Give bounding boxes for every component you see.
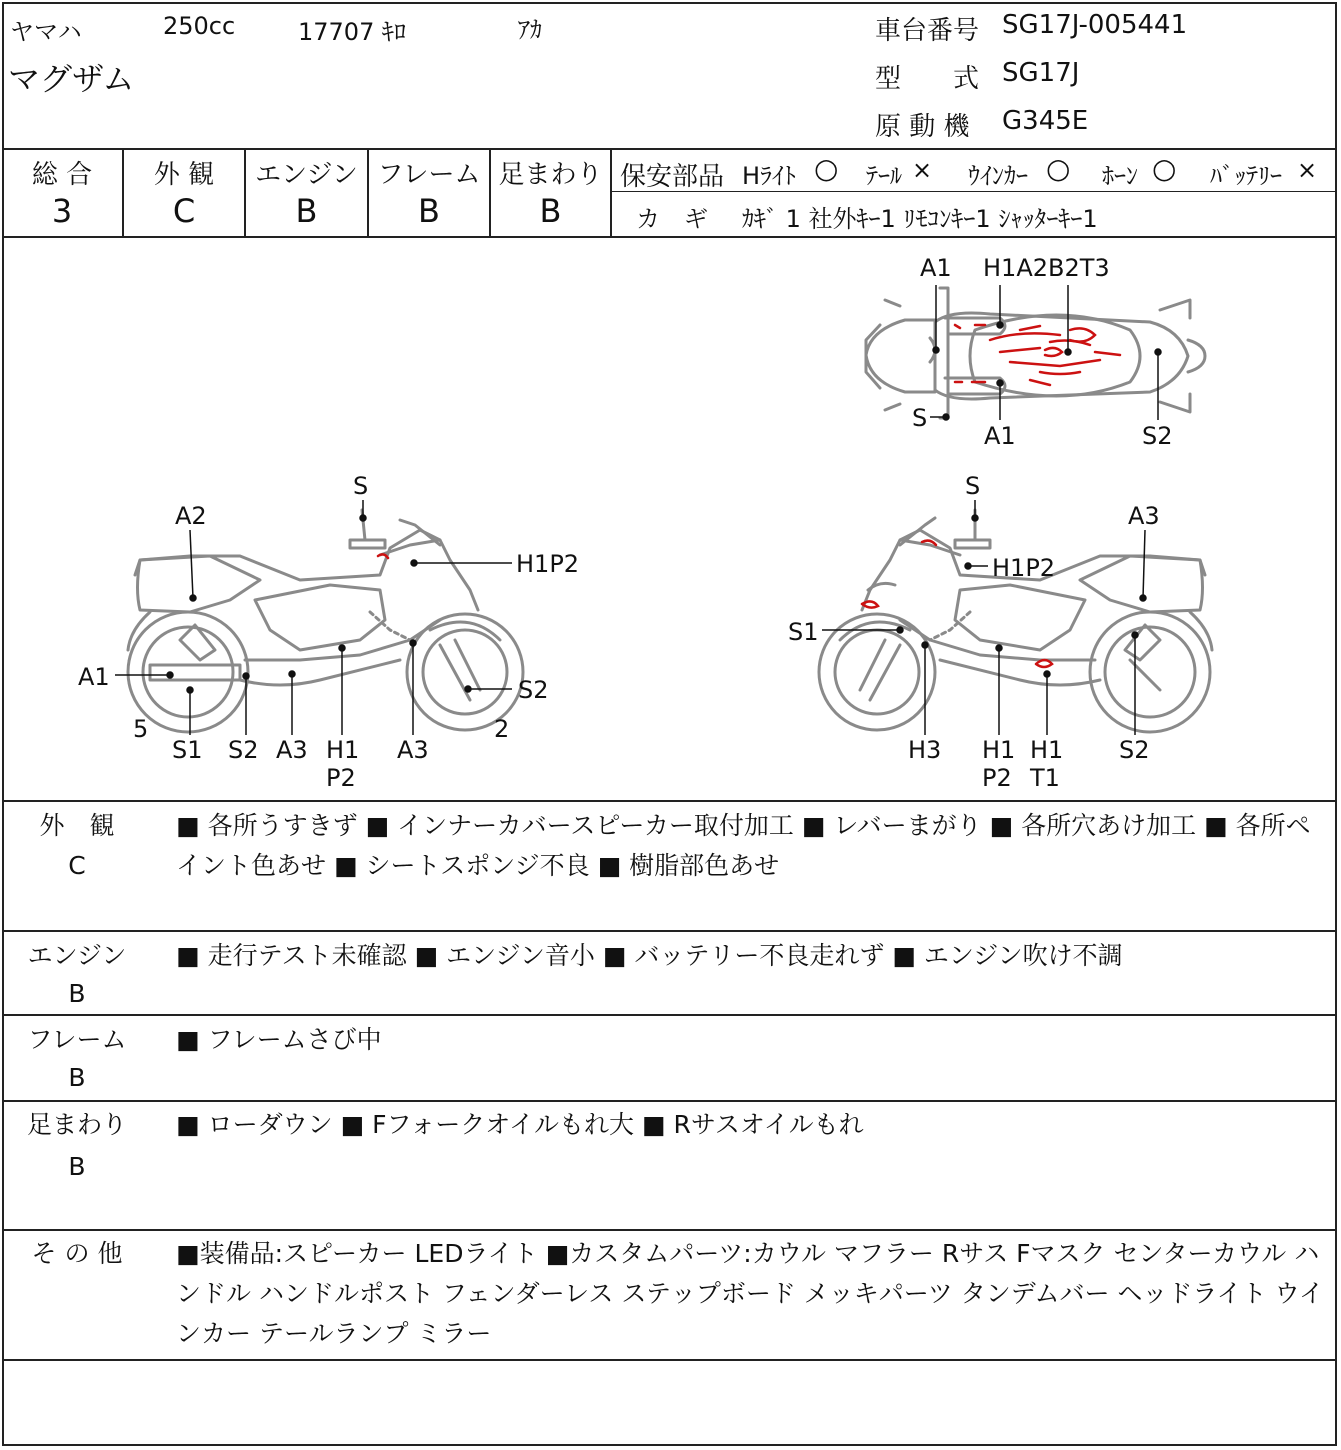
safety-item-winker: ｳｲﾝｶｰ — [968, 162, 1028, 190]
section-exterior-grade: C — [68, 851, 86, 880]
safety-label: 保安部品 — [620, 162, 725, 192]
safety-status-headlight: ○ — [814, 152, 839, 185]
engine-label: 原 動 機 — [875, 112, 970, 142]
grade-total-label: 総 合 — [31, 160, 93, 190]
safety-item-tail: ﾃｰﾙ — [866, 162, 902, 190]
type-value: SG17J — [1002, 58, 1080, 88]
label-left-a2: A2 — [175, 502, 207, 530]
label-left-5: 5 — [133, 715, 149, 743]
divider — [2, 1100, 1337, 1102]
label-right-s2: S2 — [1119, 736, 1150, 764]
damage-diagram — [0, 238, 1341, 800]
key-label: カ ギ — [636, 205, 708, 233]
divider — [610, 148, 612, 236]
divider — [2, 930, 1337, 932]
divider — [2, 1229, 1337, 1231]
label-left-s1: S1 — [172, 736, 203, 764]
label-right-t1: T1 — [1030, 764, 1060, 792]
label-right-s: S — [965, 472, 981, 500]
divider — [2, 800, 1337, 802]
grade-engine-label: エンジン — [255, 160, 358, 190]
left-side-scooter — [128, 510, 523, 732]
color: ｱｶ — [518, 16, 542, 44]
label-left-a3b: A3 — [397, 736, 429, 764]
safety-status-battery: × — [1297, 156, 1318, 184]
section-engine-grade: B — [68, 979, 86, 1008]
label-left-s2: S2 — [228, 736, 259, 764]
divider — [2, 148, 1337, 150]
grade-frame-value: B — [418, 192, 440, 230]
section-exterior-text: ■ 各所うすきず ■ インナーカバースピーカー取付加工 ■ レバーまがり ■ 各所穴あけ加工 ■ 各所ペイント色あせ ■ シートスポンジ不良 ■ 樹脂部色あせ — [176, 811, 1311, 880]
safety-status-tail: × — [912, 156, 933, 184]
grade-total-value: 3 — [51, 192, 73, 230]
grade-exterior-value: C — [172, 192, 196, 230]
label-top-s2: S2 — [1142, 422, 1173, 450]
safety-item-battery: ﾊﾞｯﾃﾘｰ — [1210, 162, 1282, 190]
section-engine-text: ■ 走行テスト未確認 ■ エンジン音小 ■ バッテリー不良走れず ■ エンジン吹け不調 — [176, 941, 1123, 970]
label-left-h1: H1 — [326, 736, 360, 764]
label-left-p2: P2 — [326, 764, 356, 792]
grade-frame-label: フレーム — [377, 160, 481, 190]
mileage: 17707 ｷﾛ — [298, 18, 406, 46]
label-right-s1: S1 — [788, 618, 819, 646]
damage-marks — [378, 325, 1120, 667]
frame-no-label: 車台番号 — [875, 16, 980, 46]
section-exterior-label: 外 観 — [39, 811, 115, 840]
section-frame-label: フレーム — [27, 1025, 127, 1054]
section-other-label: そ の 他 — [31, 1239, 123, 1268]
maker: ヤマハ — [10, 18, 82, 46]
key-list: ｶｷﾞ 1 社外ｷｰ1 ﾘﾓｺﾝｷｰ1 ｼｬｯﾀｰｷｰ1 — [742, 205, 1098, 233]
divider — [2, 1359, 1337, 1361]
section-suspension-label: 足まわり — [26, 1110, 127, 1139]
label-left-s2-right: S2 — [518, 676, 549, 704]
label-right-h1: H1 — [982, 736, 1016, 764]
label-top-a1-bottom: A1 — [984, 422, 1016, 450]
section-suspension-grade: B — [68, 1152, 86, 1181]
model-name: マグザム — [8, 60, 135, 98]
top-view-scooter — [866, 288, 1205, 418]
grade-exterior-label: 外 観 — [153, 160, 215, 190]
safety-item-headlight: Hﾗｲﾄ — [742, 162, 797, 190]
label-right-a3: A3 — [1128, 502, 1160, 530]
label-top-s: S — [912, 404, 928, 432]
label-top-a1: A1 — [920, 254, 952, 282]
divider — [2, 1014, 1337, 1016]
label-left-a3: A3 — [276, 736, 308, 764]
section-suspension-text: ■ ローダウン ■ Fフォークオイルもれ大 ■ Rサスオイルもれ — [176, 1110, 864, 1139]
label-right-h1b: H1 — [1030, 736, 1064, 764]
displacement: 250cc — [163, 12, 236, 40]
grade-suspension-label: 足まわり — [498, 160, 603, 190]
engine-value: G345E — [1002, 106, 1089, 136]
section-other-text: ■装備品:スピーカー LEDライト ■カスタムパーツ:カウル マフラー Rサス Fマスク センターカウル ハンドル ハンドルポスト フェンダーレス ステップボード メッキパーツ タンデムバー ヘッドライト ウインカー テールランプ ミラー — [176, 1239, 1324, 1348]
label-left-a1: A1 — [78, 663, 110, 691]
safety-status-horn: ○ — [1152, 152, 1177, 185]
right-side-scooter — [819, 510, 1212, 732]
label-right-p2: P2 — [982, 764, 1012, 792]
section-frame-text: ■ フレームさび中 — [176, 1025, 382, 1054]
frame-no: SG17J-005441 — [1002, 10, 1188, 40]
section-engine-label: エンジン — [27, 941, 127, 970]
label-right-h1p2: H1P2 — [992, 554, 1056, 582]
label-right-h3: H3 — [908, 736, 942, 764]
label-left-2: 2 — [494, 715, 510, 743]
grade-engine-value: B — [295, 192, 318, 230]
grade-suspension-value: B — [539, 192, 562, 230]
label-left-h1p2: H1P2 — [516, 550, 580, 578]
type-label: 型 式 — [875, 64, 980, 94]
label-top-h1a2b2t3: H1A2B2T3 — [983, 254, 1110, 282]
safety-status-winker: ○ — [1046, 152, 1071, 185]
safety-item-horn: ﾎｰﾝ — [1102, 162, 1138, 190]
section-frame-grade: B — [68, 1063, 86, 1092]
label-left-s: S — [353, 472, 369, 500]
